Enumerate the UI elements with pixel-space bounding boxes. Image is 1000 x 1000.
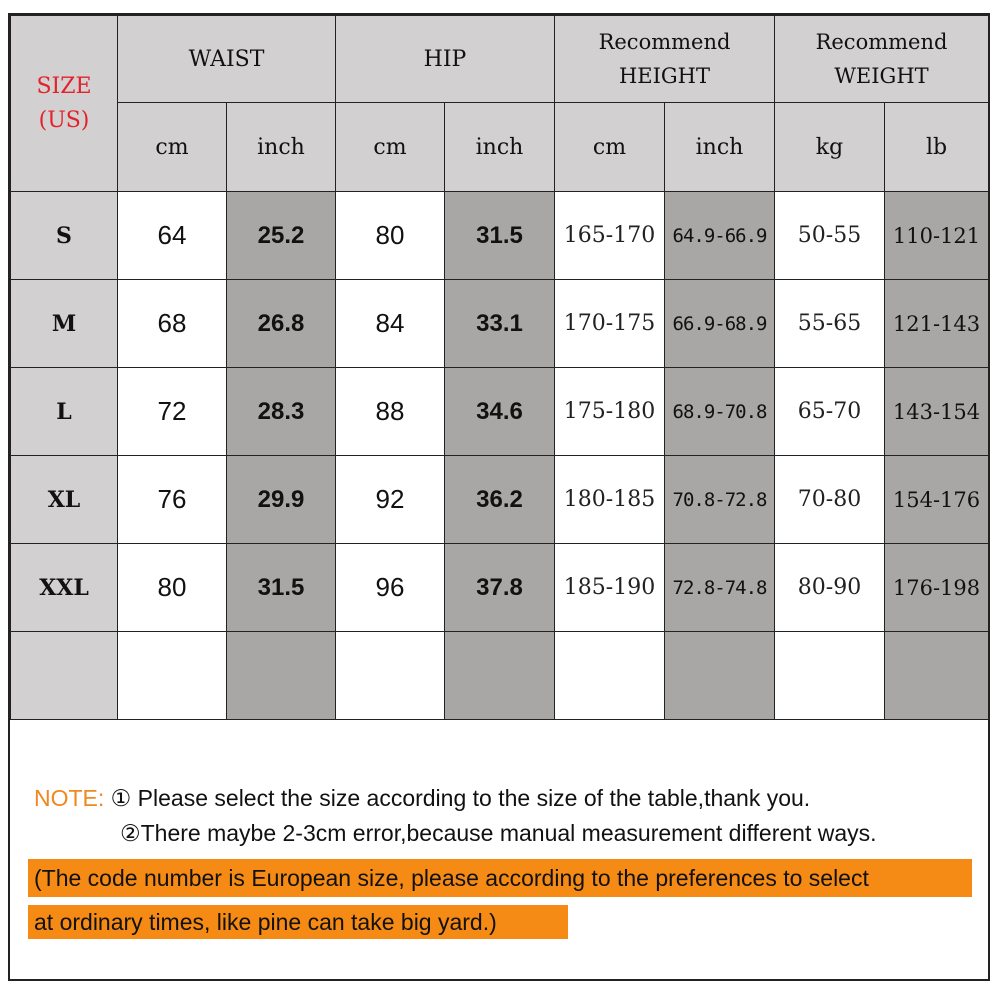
note-label: NOTE: (34, 785, 105, 811)
waist-cm-cell: 80 (118, 544, 227, 632)
unit-waist-cm: cm (118, 103, 227, 192)
note-item-2: ②There maybe 2-3cm error,because manual measurement different ways. (120, 820, 877, 846)
unit-hip-cm: cm (336, 103, 445, 192)
table-row (11, 368, 989, 456)
header-row-units (11, 103, 989, 192)
size-label-unit: (US) (38, 107, 90, 133)
size-cell: S (11, 192, 118, 280)
weight-lb-cell: 143-154 (885, 368, 989, 456)
empty-cell (227, 632, 336, 720)
size-cell: L (11, 368, 118, 456)
hip-cm-cell: 92 (336, 456, 445, 544)
waist-header: WAIST (118, 16, 336, 103)
hip-inch-cell: 34.6 (445, 368, 555, 456)
weight-kg-cell: 80-90 (775, 544, 885, 632)
height-header-line2: HEIGHT (618, 64, 711, 88)
height-inch-cell: 66.9-68.9 (665, 280, 775, 368)
note-section (10, 723, 988, 979)
height-inch-cell: 64.9-66.9 (665, 192, 775, 280)
waist-inch-cell: 28.3 (227, 368, 336, 456)
waist-inch-cell: 26.8 (227, 280, 336, 368)
table-row (11, 544, 989, 632)
weight-kg-cell: 50-55 (775, 192, 885, 280)
unit-height-cm: cm (555, 103, 665, 192)
empty-cell (555, 632, 665, 720)
unit-waist-inch: inch (227, 103, 336, 192)
waist-cm-cell: 68 (118, 280, 227, 368)
waist-cm-cell: 64 (118, 192, 227, 280)
unit-weight-kg: kg (775, 103, 885, 192)
height-inch-cell: 70.8-72.8 (665, 456, 775, 544)
note-item-1-text: ① Please select the size according to the size of the table,thank you. (110, 785, 811, 811)
waist-cm-cell: 76 (118, 456, 227, 544)
table-row (11, 456, 989, 544)
height-header-line1: Recommend (598, 30, 731, 54)
height-inch-cell: 68.9-70.8 (665, 368, 775, 456)
waist-inch-cell: 31.5 (227, 544, 336, 632)
empty-row (11, 632, 989, 720)
size-chart-frame (8, 13, 990, 981)
weight-header (775, 16, 989, 103)
note-item-1 (34, 785, 810, 812)
hip-inch-cell: 37.8 (445, 544, 555, 632)
hip-cm-cell: 84 (336, 280, 445, 368)
weight-lb-cell: 110-121 (885, 192, 989, 280)
empty-cell (665, 632, 775, 720)
empty-cell (885, 632, 989, 720)
hip-header: HIP (336, 16, 555, 103)
waist-cm-cell: 72 (118, 368, 227, 456)
weight-kg-cell: 65-70 (775, 368, 885, 456)
weight-lb-cell: 176-198 (885, 544, 989, 632)
table-row (11, 280, 989, 368)
size-chart-table (10, 15, 989, 720)
waist-inch-cell: 25.2 (227, 192, 336, 280)
height-cm-cell: 185-190 (555, 544, 665, 632)
size-cell: XL (11, 456, 118, 544)
weight-lb-cell: 154-176 (885, 456, 989, 544)
size-cell: M (11, 280, 118, 368)
size-cell: XXL (11, 544, 118, 632)
hip-cm-cell: 96 (336, 544, 445, 632)
hip-inch-cell: 33.1 (445, 280, 555, 368)
weight-header-line1: Recommend (815, 30, 948, 54)
height-cm-cell: 180-185 (555, 456, 665, 544)
weight-header-line2: WEIGHT (834, 64, 929, 88)
size-us-header (11, 16, 118, 192)
empty-cell (336, 632, 445, 720)
height-header (555, 16, 775, 103)
hip-cm-cell: 80 (336, 192, 445, 280)
size-label: SIZE (36, 73, 92, 99)
hip-inch-cell: 31.5 (445, 192, 555, 280)
unit-height-inch: inch (665, 103, 775, 192)
weight-kg-cell: 55-65 (775, 280, 885, 368)
height-inch-cell: 72.8-74.8 (665, 544, 775, 632)
height-cm-cell: 175-180 (555, 368, 665, 456)
empty-cell (775, 632, 885, 720)
highlight-line-1: (The code number is European size, please according to the preferences to select (28, 859, 972, 897)
height-cm-cell: 165-170 (555, 192, 665, 280)
empty-cell (118, 632, 227, 720)
hip-cm-cell: 88 (336, 368, 445, 456)
unit-hip-inch: inch (445, 103, 555, 192)
empty-cell (445, 632, 555, 720)
highlight-line-2: at ordinary times, like pine can take big yard.) (28, 905, 568, 939)
weight-lb-cell: 121-143 (885, 280, 989, 368)
empty-cell (11, 632, 118, 720)
header-row-main (11, 16, 989, 103)
unit-weight-lb: lb (885, 103, 989, 192)
waist-inch-cell: 29.9 (227, 456, 336, 544)
height-cm-cell: 170-175 (555, 280, 665, 368)
hip-inch-cell: 36.2 (445, 456, 555, 544)
table-row (11, 192, 989, 280)
weight-kg-cell: 70-80 (775, 456, 885, 544)
